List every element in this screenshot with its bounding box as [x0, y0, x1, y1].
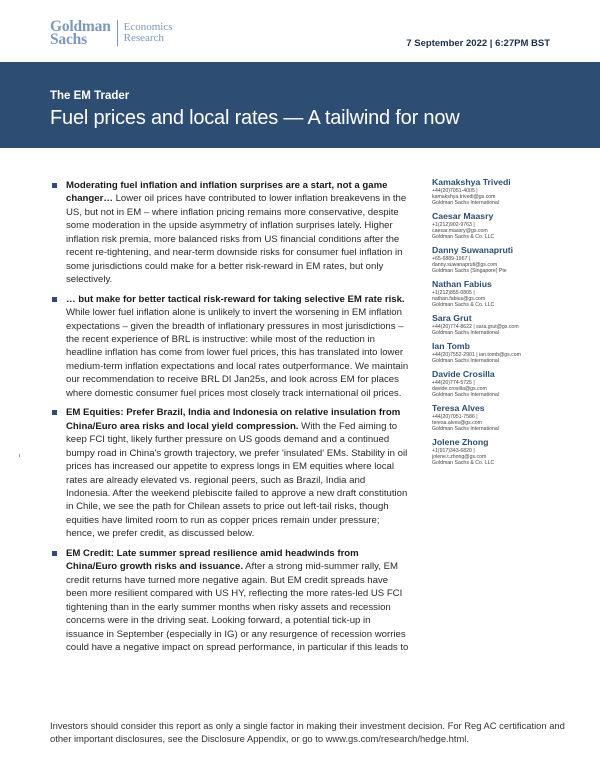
disclosure-footer: Investors should consider this report as only a single factor in making their investment decision. For Reg AC certification and other important disclosures, see the Disclosure Appendix, or go to www.gs.com/research/hedge.html.: [50, 720, 565, 744]
bullet-body: After a strong mid-summer rally, EM credit returns have turned more negative again. But EM credit spreads have been more resilient compared with US HY, reflecting the more rates-led US FCI tightening than in the early summer months when risky assets and recession concerns were in the driving seat. Looking forward, a potential tick-up in issuance in September (especially in IG) or any resurgence of recession worries could have a negative impact on spread performance, in particular if this leads to: [66, 561, 409, 653]
author-email[interactable]: nathan.fabius@gs.com: [432, 296, 486, 303]
summary-bullets: [50, 179, 410, 660]
bullet-item: [50, 179, 410, 287]
report-date: 7 September 2022 | 6:27PM BST: [406, 38, 550, 49]
bullet-lead: EM Credit: Late summer spread resilience amid headwinds from China/Euro growth risks and issuance.: [66, 547, 359, 573]
author-entry: [432, 245, 572, 274]
author-email[interactable]: davide.crosilla@gs.com: [432, 385, 487, 392]
bullet-item: [50, 406, 410, 541]
logo-dept-line-1: Economics: [123, 21, 173, 33]
author-name: Caesar Maasry: [432, 211, 494, 222]
author-firm: Goldman Sachs (Singapore) Pte: [432, 268, 507, 275]
author-name: Jolene Zhong: [432, 437, 489, 448]
bullet-body: With the Fed aiming to keep FCI tight, likely further pressure on US goods demand and a continued bumpy road in China's growth trajectory, we prefer 'insulated' EMs. Stability in oil prices has increased our appetite to express longs in EM equities where local rates are already elevated vs. regional peers, such as Brazil, India and Indonesia. After the weekend plebiscite failed to approve a new draft constitution in Chile, we see the path for Chilean assets to price out left-tail risks, though equities have limited room to run as copper prices remain under pressure; hence, we prefer credit, as discussed below.: [66, 420, 408, 540]
logo-department: [124, 22, 173, 44]
author-name: Ian Tomb: [432, 341, 470, 352]
report-header: [0, 0, 600, 62]
author-phone: +1(212)902-9763 |: [432, 221, 475, 228]
bullet-body: Lower oil prices have contributed to lower inflation breakevens in the US, but not in EM – where inflation pricing remains more conservative, despite some moderation in the upside asymmetry of inflation surprises lately. Higher inflation risk premia, more balanced risks from US financial conditions after the recent re-tightening, and near-term downside risks for consumer fuel inflation in some jurisdictions could make for a better risk-reward in EM rates, but only selectively.: [66, 193, 407, 286]
author-firm: Goldman Sachs International: [432, 426, 499, 433]
author-email[interactable]: kamakshya.trivedi@gs.com: [432, 193, 496, 200]
author-entry: [432, 313, 572, 336]
author-entry: [432, 369, 572, 398]
author-name: Davide Crosilla: [432, 369, 495, 380]
author-firm: Goldman Sachs International: [432, 358, 499, 365]
bullet-item: [50, 547, 410, 655]
bullet-lead: Moderating fuel inflation and inflation surprises are a start, not a game changer…: [66, 180, 388, 205]
author-entry: [432, 437, 572, 466]
author-firm: Goldman Sachs & Co. LLC: [432, 302, 495, 309]
author-name: Danny Suwanapruti: [432, 245, 514, 256]
author-entry: [432, 403, 572, 432]
author-firm: Goldman Sachs & Co. LLC: [432, 234, 495, 241]
logo-line-1: Goldman: [50, 18, 111, 35]
series-name: The EM Trader: [50, 90, 130, 102]
goldman-sachs-logo: [50, 20, 173, 46]
report-title: Fuel prices and local rates — A tailwind for now: [50, 107, 460, 129]
author-name: Kamakshya Trivedi: [432, 177, 511, 187]
author-name: Sara Grut: [432, 313, 472, 324]
author-entry: [432, 177, 572, 206]
bullet-square-icon: [52, 410, 57, 415]
logo-wordmark: [50, 20, 111, 46]
author-entry: [432, 341, 572, 364]
author-phone: +1(212)855-0805 |: [432, 289, 475, 296]
author-email[interactable]: danny.suwanapruti@gs.com: [432, 261, 498, 268]
bullet-lead: EM Equities: Prefer Brazil, India and Indonesia on relative insulation from China/Euro area risks and local yield compression.: [66, 407, 401, 432]
bullet-lead: … but make for better tactical risk-reward for taking selective EM rate risk.: [66, 293, 405, 305]
author-name: Nathan Fabius: [432, 279, 492, 290]
author-email[interactable]: teresa.alves@gs.com: [432, 420, 482, 427]
author-entry: [432, 211, 572, 240]
author-firm: Goldman Sachs International: [432, 330, 499, 337]
author-contact[interactable]: +44(20)7552-2901 | ian.tomb@gs.com: [432, 351, 521, 358]
logo-dept-line-2: Research: [123, 32, 164, 44]
author-phone: +44(20)7051-4005 |: [432, 187, 478, 194]
author-phone: +65-6889-1967 |: [432, 255, 471, 262]
author-phone: +44(20)774-5725 |: [432, 379, 475, 386]
logo-line-2: Sachs: [50, 31, 87, 48]
bullet-square-icon: [52, 551, 57, 556]
author-firm: Goldman Sachs International: [432, 392, 499, 399]
author-name: Teresa Alves: [432, 403, 485, 414]
author-entry: [432, 279, 572, 308]
bullet-square-icon: [52, 297, 57, 302]
logo-divider: [117, 20, 118, 46]
title-banner: [0, 62, 600, 148]
bullet-square-icon: [52, 183, 57, 188]
bullet-item: [50, 293, 410, 401]
author-phone: +44(20)7051-7586 |: [432, 413, 478, 420]
author-list: [432, 177, 572, 472]
author-phone: +1(917)343-6820 |: [432, 447, 475, 454]
author-email[interactable]: caesar.maasry@gs.com: [432, 227, 488, 234]
author-firm: Goldman Sachs & Co. LLC: [432, 460, 495, 467]
author-contact[interactable]: +44(20)774-8622 | sara.grut@gs.com: [432, 323, 519, 330]
author-firm: Goldman Sachs International: [432, 199, 499, 206]
bullet-body: While lower fuel inflation alone is unlikely to invert the worsening in EM inflation expectations – given the breadth of inflationary pressures in most jurisdictions – the recent experience of BRL is instructive: while most of the reduction in headline inflation has come from lower fuel prices, this has translated into lower medium-term inflation expectations and local rates outperformance. We maintain our recommendation to receive BRL DI Jan25s, and look across EM for places where domestic consumer fuel prices most closely track international oil prices.: [66, 307, 409, 399]
author-email[interactable]: jolene.t.zhong@gs.com: [432, 454, 487, 461]
margin-tick: [19, 454, 20, 457]
